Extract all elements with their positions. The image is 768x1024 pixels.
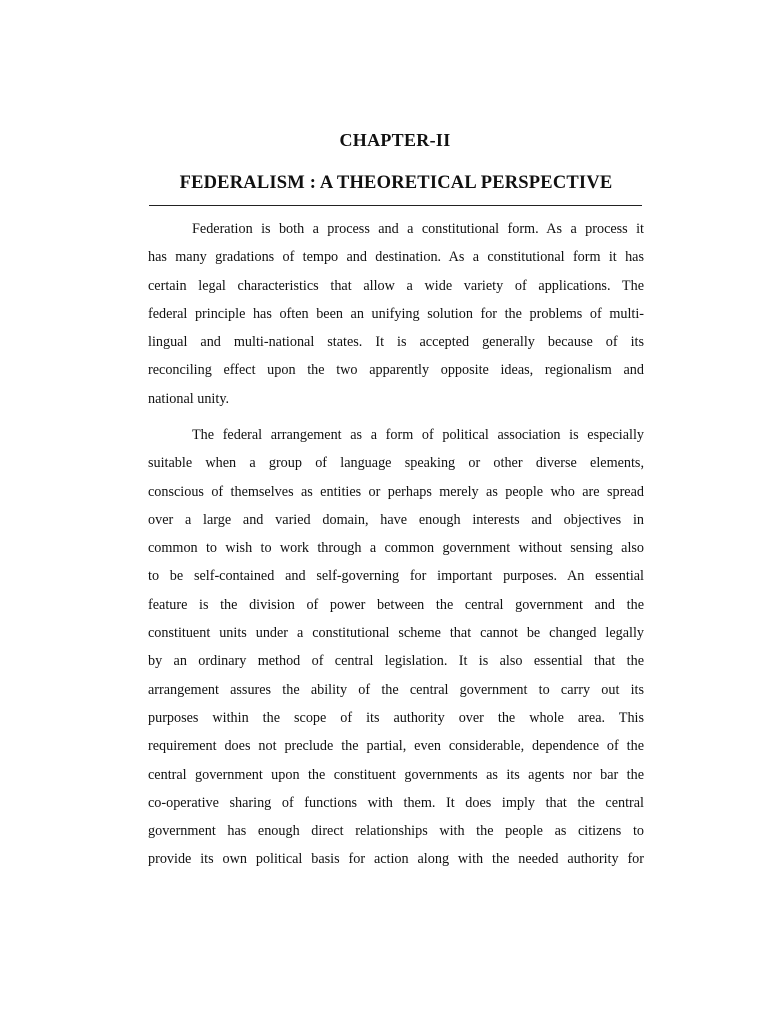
text-line: constituent units under a constitutional scheme that cannot be changed legally <box>148 625 644 642</box>
paragraph-1 <box>148 215 644 413</box>
paragraph-2 <box>148 421 644 874</box>
text-line: co-operative sharing of functions with them. It does imply that the central <box>148 794 644 811</box>
text-line: federal principle has often been an unifying solution for the problems of multi- <box>148 305 644 322</box>
text-line: lingual and multi-national states. It is accepted generally because of its <box>148 334 644 351</box>
chapter-label: CHAPTER-II <box>339 130 451 150</box>
title-underline <box>149 205 642 206</box>
text-line: to be self-contained and self-governing for important purposes. An essential <box>148 568 644 585</box>
text-line: arrangement assures the ability of the central government to carry out its <box>148 681 644 698</box>
text-line: Federation is both a process and a constitutional form. As a process it <box>192 221 644 237</box>
text-line: certain legal characteristics that allow a wide variety of applications. The <box>148 277 644 294</box>
text-line: government has enough direct relationships with the people as citizens to <box>148 823 644 840</box>
text-line: over a large and varied domain, have enough interests and objectives in <box>148 511 644 528</box>
text-line: has many gradations of tempo and destination. As a constitutional form it has <box>148 249 644 266</box>
text-line: provide its own political basis for action along with the needed authority for <box>148 851 644 868</box>
text-line: suitable when a group of language speaking or other diverse elements, <box>148 455 644 472</box>
chapter-title: FEDERALISM : A THEORETICAL PERSPECTIVE <box>179 173 613 193</box>
text-line: by an ordinary method of central legislation. It is also essential that the <box>148 653 644 670</box>
text-line: The federal arrangement as a form of political association is especially <box>192 427 644 443</box>
text-line: requirement does not preclude the partial, even considerable, dependence of the <box>148 738 644 755</box>
text-line: common to wish to work through a common government without sensing also <box>148 540 644 557</box>
text-line: central government upon the constituent governments as its agents nor bar the <box>148 766 644 783</box>
text-line: national unity. <box>148 390 230 407</box>
text-line: reconciling effect upon the two apparently opposite ideas, regionalism and <box>148 362 644 379</box>
text-line: purposes within the scope of its authority over the whole area. This <box>148 709 644 726</box>
text-line: conscious of themselves as entities or perhaps merely as people who are spread <box>148 483 644 500</box>
text-line: feature is the division of power between the central government and the <box>148 596 644 613</box>
